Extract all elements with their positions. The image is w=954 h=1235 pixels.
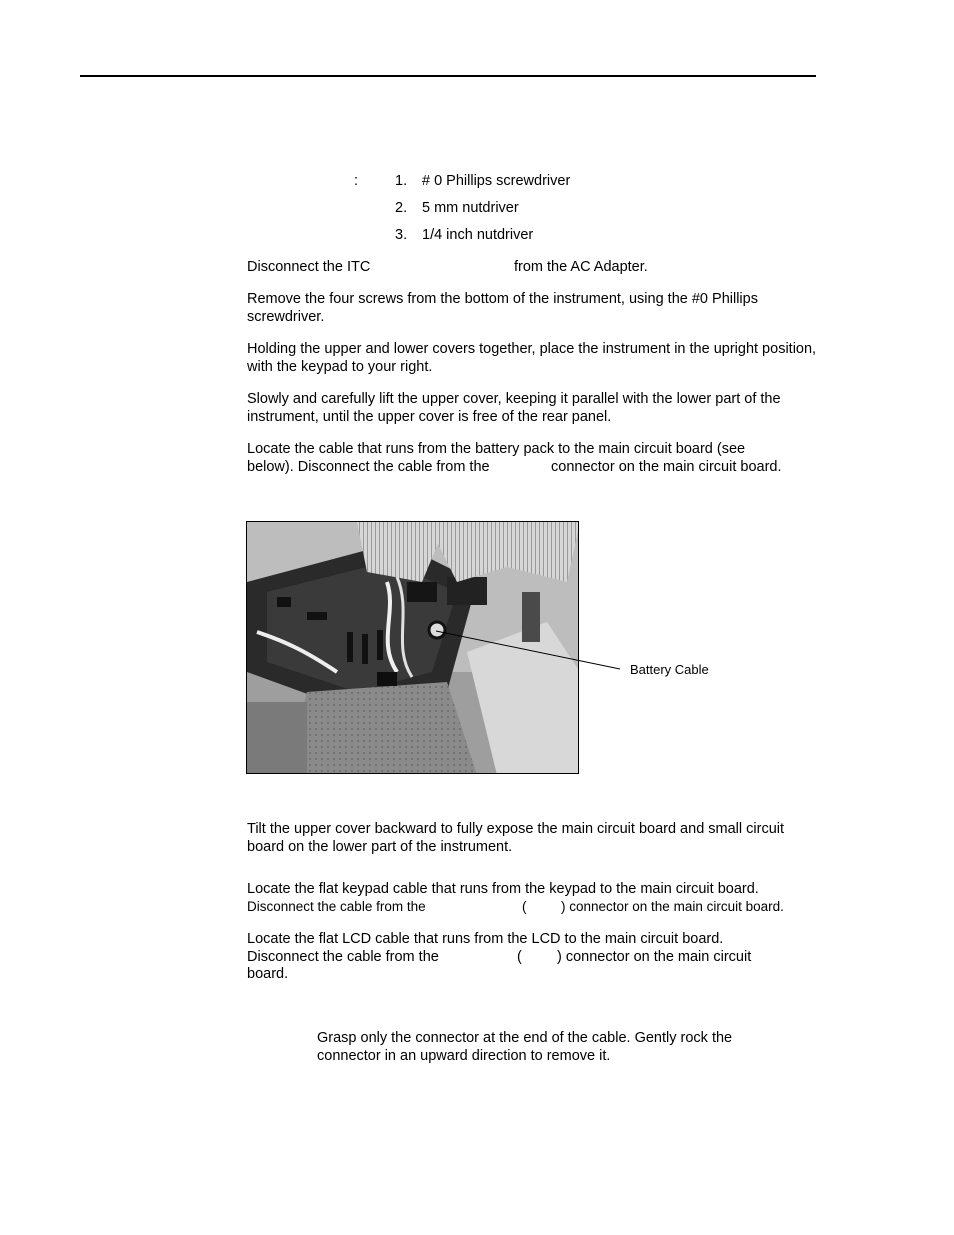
step-keypad-line1: Locate the flat keypad cable that runs from the keypad to the main circuit board. — [247, 881, 759, 897]
step-remove-screws: Remove the four screws from the bottom of the instrument, using the #0 Phillips screwdriver. — [247, 291, 758, 325]
tool-item-3: 1/4 inch nutdriver — [422, 227, 534, 243]
tool-item-1: # 0 Phillips screwdriver — [422, 173, 571, 189]
step-disconnect-end: from the AC Adapter. — [514, 259, 648, 275]
step-lcd-line1: Locate the flat LCD cable that runs from the LCD to the main circuit board. — [247, 931, 724, 947]
step-lcd-line3: board. — [247, 966, 289, 982]
tool-number-2: 2. — [395, 200, 408, 216]
circuit-board-photo — [246, 521, 579, 774]
step-lcd-line2-start: Disconnect the cable from the — [247, 949, 439, 965]
step-battery-end: connector on the main circuit board. — [551, 459, 782, 475]
step-disconnect-start: Disconnect the ITC — [247, 259, 371, 275]
header-rule — [80, 75, 816, 77]
note-line1: Grasp only the connector at the end of the cable. Gently rock the — [317, 1030, 733, 1046]
step-lcd-line2-end: ) connector on the main circuit — [557, 949, 752, 965]
tool-number-3: 3. — [395, 227, 408, 243]
step-tilt-cover: Tilt the upper cover backward to fully expose the main circuit board and small circuit board on the lower part of the instrument. — [247, 821, 785, 855]
step-hold-covers: Holding the upper and lower covers together, place the instrument in the upright position, with the keypad to your right. — [247, 341, 817, 375]
step-battery-text: Locate the cable that runs from the battery pack to the main circuit board (see below). Disconnect the cable from the — [247, 441, 746, 475]
note-line2: connector in an upward direction to remove it. — [317, 1048, 611, 1064]
step-lift-cover: Slowly and carefully lift the upper cover, keeping it parallel with the lower part of the instrument, until the upper cover is free of the rear panel. — [247, 391, 781, 425]
circuit-board-illustration — [247, 522, 579, 774]
tools-colon: : — [354, 173, 359, 189]
step-keypad-line2-paren: ( — [522, 899, 527, 914]
step-keypad-line2-start: Disconnect the cable from the — [247, 899, 426, 914]
battery-cable-callout: Battery Cable — [630, 662, 709, 677]
step-lcd-line2-paren: ( — [517, 949, 522, 965]
tool-number-1: 1. — [395, 173, 408, 189]
tool-item-2: 5 mm nutdriver — [422, 200, 519, 216]
step-keypad-line2-end: ) connector on the main circuit board. — [561, 899, 784, 914]
